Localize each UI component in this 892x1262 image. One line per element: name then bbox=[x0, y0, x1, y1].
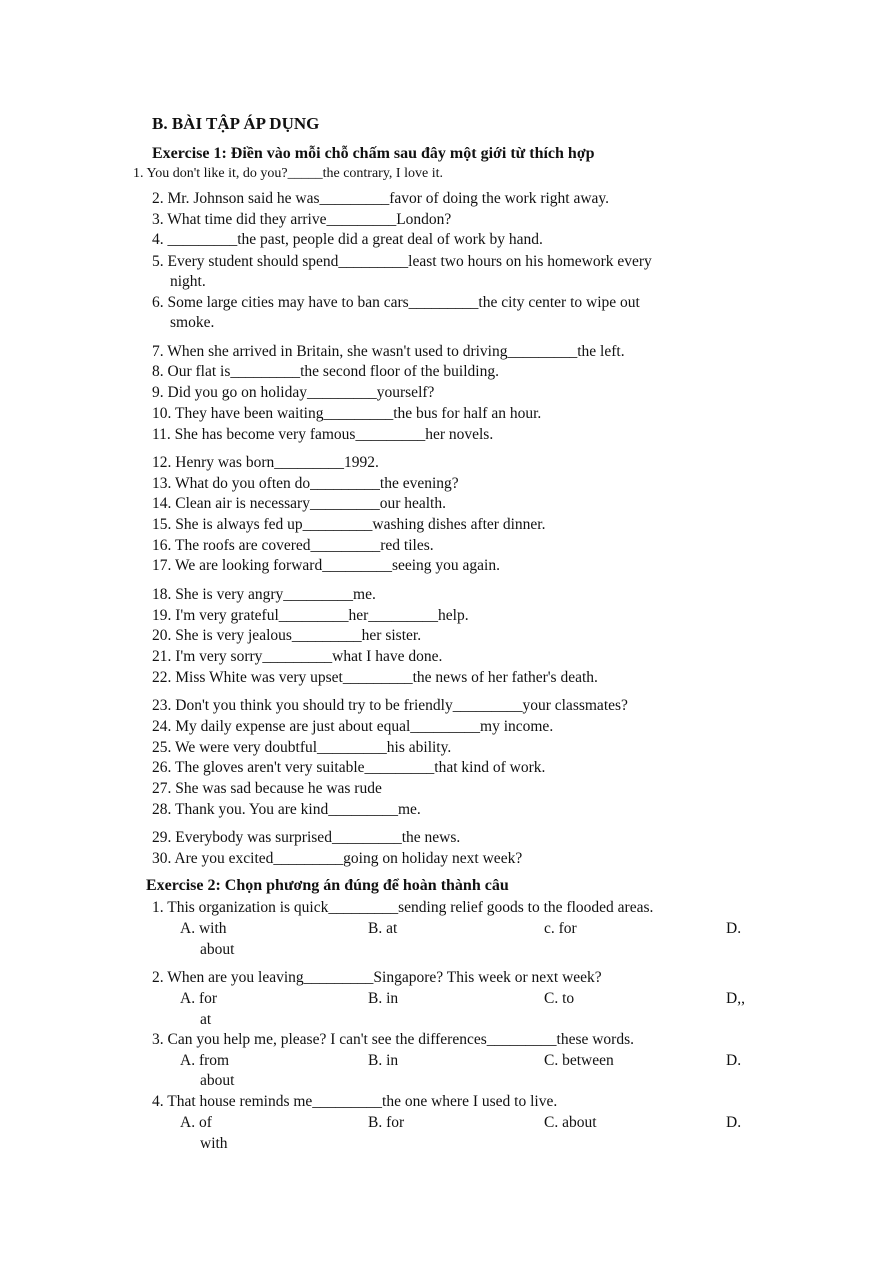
exercise1-line: 15. She is always fed up_________washing dishes after dinner. bbox=[152, 516, 546, 533]
question-text: 4. That house reminds me_________the one where I used to live. bbox=[152, 1093, 558, 1110]
option-b: B. for bbox=[368, 1114, 405, 1131]
option-b: B. in bbox=[368, 1052, 399, 1069]
exercise1-line: 13. What do you often do_________the evening? bbox=[152, 475, 459, 492]
option-d: D. bbox=[726, 920, 742, 937]
exercise1-line: 21. I'm very sorry_________what I have done. bbox=[152, 648, 443, 665]
exercise1-line: 1. You don't like it, do you?_____the contrary, I love it. bbox=[133, 166, 443, 181]
exercise1-line: 23. Don't you think you should try to be friendly_________your classmates? bbox=[152, 697, 628, 714]
exercise1-line: 2. Mr. Johnson said he was_________favor of doing the work right away. bbox=[152, 190, 610, 207]
option-d: D. bbox=[726, 1052, 742, 1069]
exercise1-line: 18. She is very angry_________me. bbox=[152, 586, 376, 603]
exercise1-line: 26. The gloves aren't very suitable_________that kind of work. bbox=[152, 759, 546, 776]
exercise1-line: 12. Henry was born_________1992. bbox=[152, 454, 379, 471]
exercise1-title: Exercise 1: Điền vào mỗi chỗ chấm sau đây một giới từ thích hợp bbox=[152, 145, 595, 162]
option-b: B. in bbox=[368, 990, 399, 1007]
exercise1-line: 7. When she arrived in Britain, she wasn't used to driving_________the left. bbox=[152, 343, 625, 360]
question-text: 1. This organization is quick_________sending relief goods to the flooded areas. bbox=[152, 899, 654, 916]
exercise1-line: 20. She is very jealous_________her sister. bbox=[152, 627, 422, 644]
exercise1-line: 19. I'm very grateful_________her_________help. bbox=[152, 607, 469, 624]
exercise1-line: 3. What time did they arrive_________London? bbox=[152, 211, 452, 228]
exercise1-line: 4. _________the past, people did a great deal of work by hand. bbox=[152, 231, 543, 248]
exercise1-line: 9. Did you go on holiday_________yourself? bbox=[152, 384, 435, 401]
exercise2-title: Exercise 2: Chọn phương án đúng để hoàn thành câu bbox=[146, 877, 509, 894]
exercise1-line: smoke. bbox=[170, 314, 215, 331]
option-d: D. bbox=[726, 1114, 742, 1131]
question-text: 2. When are you leaving_________Singapore? This week or next week? bbox=[152, 969, 602, 986]
exercise1-line: 28. Thank you. You are kind_________me. bbox=[152, 801, 421, 818]
question-text: 3. Can you help me, please? I can't see the differences_________these words. bbox=[152, 1031, 634, 1048]
exercise1-line: 30. Are you excited_________going on holiday next week? bbox=[152, 850, 523, 867]
exercise1-line: 16. The roofs are covered_________red tiles. bbox=[152, 537, 434, 554]
option-d-text: about bbox=[200, 1072, 235, 1089]
option-a: A. from bbox=[180, 1052, 230, 1069]
exercise1-line: 25. We were very doubtful_________his ability. bbox=[152, 739, 452, 756]
exercise1-line: 5. Every student should spend_________least two hours on his homework every bbox=[152, 253, 652, 270]
option-c: C. between bbox=[544, 1052, 614, 1069]
exercise1-line: 11. She has become very famous_________her novels. bbox=[152, 426, 494, 443]
option-b: B. at bbox=[368, 920, 398, 937]
option-d-text: at bbox=[200, 1011, 212, 1028]
option-d-text: with bbox=[200, 1135, 228, 1152]
option-a: A. for bbox=[180, 990, 218, 1007]
option-a: A. with bbox=[180, 920, 227, 937]
exercise1-line: 17. We are looking forward_________seeing you again. bbox=[152, 557, 500, 574]
exercise1-line: 14. Clean air is necessary_________our health. bbox=[152, 495, 446, 512]
option-c: C. to bbox=[544, 990, 575, 1007]
section-title: B. BÀI TẬP ÁP DỤNG bbox=[152, 114, 320, 133]
option-d: D,, bbox=[726, 990, 745, 1007]
exercise1-line: 27. She was sad because he was rude bbox=[152, 780, 382, 797]
exercise1-line: 6. Some large cities may have to ban cars_________the city center to wipe out bbox=[152, 294, 640, 311]
option-a: A. of bbox=[180, 1114, 212, 1131]
exercise1-line: 24. My daily expense are just about equal_________my income. bbox=[152, 718, 554, 735]
exercise1-line: 8. Our flat is_________the second floor of the building. bbox=[152, 363, 499, 380]
exercise1-line: 22. Miss White was very upset_________the news of her father's death. bbox=[152, 669, 598, 686]
exercise1-line: night. bbox=[170, 273, 206, 290]
option-d-text: about bbox=[200, 941, 235, 958]
exercise1-line: 10. They have been waiting_________the bus for half an hour. bbox=[152, 405, 542, 422]
option-c: c. for bbox=[544, 920, 577, 937]
option-c: C. about bbox=[544, 1114, 597, 1131]
exercise1-line: 29. Everybody was surprised_________the news. bbox=[152, 829, 461, 846]
